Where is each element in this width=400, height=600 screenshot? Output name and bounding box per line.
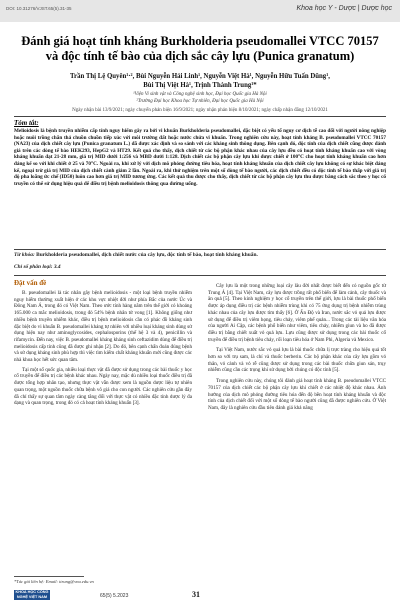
divider — [14, 275, 386, 276]
right-column — [208, 283, 386, 416]
abstract-text: Melioidosis là bệnh truyền nhiễm cấp tính nguy hiểm gây ra bởi vi khuẩn Burkholderia pseudomallei, đặc biệt có yếu tố nguy cơ dịch tễ cao đối với người nông nghiệp hoặc nuôi trồng chăn thả chuồn chuồn tiếp xúc với môi trường đất hoặc nước chứa vi khuẩn. Trong nghiên cứu này, hoạt tính kháng B. pseudomallei VTCC 70157 (NA23) của dịch chiết cây lựu (Punica granatum L.) đã được xác định và so sánh với các kháng sinh thông dụng. Bên cạnh đó, độc tính của dịch chiết cũng được đánh giá trên các dòng tế bào HEK293, HepG2 và HT29. Kết quả cho thấy, dịch chiết từ các bộ phận khác nhau của cây lựu đều có hoạt tính kháng khuẩn cao với vòng kháng khuẩn đạt 21-28 mm, giá trị MID dưới 1:256 và MBD dưới 1:128. Dịch chiết các bộ phận cây lựu khi được chiết ở 100°C cho hoạt tính kháng khuẩn cao hơn đáng kể so với khi chiết ở 25 và 70°C. Ngoài ra, khi xử lý với dịch mô phỏng đường tiêu hóa, hoạt tính kháng khuẩn của dịch chiết cây lựu không có sự khác biệt đáng kể, ngoại trừ giá trị MID của dịch chiết cành giảm 2 lần. Ngoài ra, khi thử nghiệm trên một số dòng tế bào người, các dịch chiết đều có độc tính tế bào thấp với giá trị độ pha loãng ức chế (ID50) luôn cao hơn giá trị MID tương ứng. Các kết quả thu được cho thấy, dịch chiết từ các bộ phận cây lựu thu được bằng cách sắc theo y học cổ truyền có thể sử dụng hiệu quả để điều trị bệnh melioidosis thông qua đường uống. — [14, 128, 386, 187]
affiliations — [20, 92, 380, 105]
paragraph: Trong nghiên cứu này, chúng tôi đánh giá hoạt tính kháng B. pseudomallei VTCC 70157 của dịch chiết các bộ phận cây lựu khi chiết ở các nhiệt độ khác nhau. Ảnh hưởng của dịch mô phỏng đường tiêu hóa đến độ bền hoạt tính kháng khuẩn và độc tính của dịch chiết đối với một số dòng tế bào người cũng đã được nghiên cứu. Ở Việt Nam, đây là nghiên cứu đầu tiên đánh giá khả năng — [208, 378, 386, 411]
paper-title: Đánh giá hoạt tính kháng Burkholderia pseudomallei VTCC 70157 và độc tính tế bào của dịch sắc cây lựu (Punica granatum) — [21, 34, 379, 63]
abstract-heading: Tóm tắt: — [14, 119, 39, 127]
journal-logo-text: KHOA HỌC CÔNG NGHỆ VIỆT NAM — [15, 590, 49, 599]
section-label: Khoa học Y - Dược | Dược học — [296, 5, 392, 12]
keywords — [14, 252, 386, 258]
affiliation-2: ²Trường Đại học Khoa học Tự nhiên, Đại học Quốc gia Hà Nội — [136, 98, 264, 104]
page-number: 31 — [192, 590, 200, 599]
paragraph: Tại Việt Nam, nước sắc vỏ quả lựu là bài thuốc chữa lị trực tràng cho hiệu quả tốt hơn so với trụ sam, là chí và thuốc berberin. Các bộ phận khác của cây lựu gồm vỏ thân, vỏ cành và vỏ rễ cũng được sử dụng trong các bài thuốc chữa giun sán, trụy nhiễm cũng cần các trọng khí sử dụng bởi chúng có độc tính [5]. — [208, 347, 386, 374]
paragraph: B. pseudomallei là tác nhân gây bệnh melioidosis - một loại bệnh truyền nhiễm nguy hiểm thường xuất hiện ở các khu vực nhiệt đới như phía Bắc của nước Úc và Đông Nam Á, trong đó có Việt Nam. Theo ước tính hàng năm trên thế giới có khoảng 165.000 ca mắc melioidosis, trong đó 54% bệnh nhân tử vong [1]. Không giống như nhiều bệnh truyền nhiễm khác, điều trị bệnh melioidosis cần có phác đồ kháng sinh đặc biệt do vi khuẩn B. pseudomallei kháng tự nhiên với nhiều loại kháng sinh dùng sử dụng hiện nay như aminoglycosides, cephalosporins (thế hệ 3 và 4), penicillin và rifamycin. Đến nay, việc B. pseudomallei kháng kháng sinh ceftazidim dùng để điều trị melioidosis cấp tính cũng đã được ghi nhận [2]. Do đó, bên cạnh chẩn đoán đúng bệnh và sử dụng kháng sinh phù hợp thì việc tìm kiếm chất kháng khuẩn mới cũng được các nhà khoa học hết sức quan tâm. — [14, 290, 192, 364]
left-column — [14, 290, 192, 410]
header-bar — [0, 0, 400, 22]
keywords-label: Từ khóa: — [14, 252, 35, 258]
classification — [14, 264, 61, 270]
paragraph: Cây lựu là một trong những loại cây lâu đời nhất được biết đến có nguồn gốc từ Trung Á [4]. Tại Việt Nam, cây lựu được trồng rất phổ biến để làm cảnh, cây thuốc và ăn quả [5]. Theo kinh nghiệm y học cổ truyền trên thế giới, lựu là bài thuốc phổ biến được áp dụng điều trị các bệnh nhiễm trùng khi có 75 ứng dụng trị bệnh nhiễm trùng khác nhau của cây lựu được tìm thấy [6]. Ở Ấn Độ và Iran, nước sắc vỏ quả lựu được sử dụng để điều trị viêm họng, tiêu chảy, viêm phế quản... Trong các tài liệu văn hóa của người Ai Cập, các bệnh phổ biến như viêm, tiêu chảy, nhiễm giun và ho đã được điều trị bằng chiết xuất vỏ quả lựu. Lựu cũng được sử dụng trong các bài thuốc cổ truyền để điều trị bệnh tiêu chảy, rối loạn tiêu hóa ở Nam Phi, Algeria và Mexico. — [208, 283, 386, 343]
introduction-heading: Đặt vấn đề — [14, 279, 47, 287]
issue-label: 65(5) 5.2023 — [100, 593, 129, 599]
footnote-divider — [14, 576, 84, 577]
authors — [20, 72, 380, 90]
authors-line-2: Bùi Thị Việt Hà¹, Trịnh Thành Trung¹* — [143, 82, 257, 89]
divider — [14, 116, 386, 117]
classification-label: Chỉ số phân loại: — [14, 264, 53, 270]
submission-dates: Ngày nhận bài 13/9/2021; ngày chuyển phản biện 16/9/2021; ngày nhận phản biện 8/10/2021; ngày chấp nhận đăng 12/10/2021 — [72, 108, 328, 113]
divider — [14, 249, 386, 250]
footnote: *Tác giả liên hệ: Email: ttrung@vnu.edu.vn — [14, 579, 94, 584]
classification-value: 3.4 — [53, 264, 61, 270]
affiliation-1: ¹Viện Vi sinh vật và Công nghệ sinh học, Đại học Quốc gia Hà Nội — [133, 92, 267, 97]
paragraph: Tại một số quốc gia, nhiều loại thực vật đã được sử dụng trong các bài thuốc y học cổ truyền để điều trị các bệnh khác nhau. Ngày nay, mặc dù nhiều loại thuốc điều trị đã được tổng hợp nhân tạo, nhưng thực vật vẫn được xem là nguồn dược liệu tự nhiên quan trọng, một nguồn thuốc chữa bệnh vô giá cho con người. Các nghiên cứu gần đây đã chỉ thấy sự quan tâm ngày càng tăng đối với thực vật có nhiều đặc tính dược lý đa dạng và quan trọng, trong đó có cả hoạt tính kháng khuẩn [3]. — [14, 366, 192, 407]
authors-line-1: Trần Thị Lệ Quyên¹·², Bùi Nguyễn Hải Linh¹, Nguyễn Việt Hà¹, Nguyễn Hữu Tuấn Dũng¹, — [70, 73, 330, 80]
keywords-value: Burkholderia pseudomallei, dịch chiết nước của cây lựu, độc tính tế bào, hoạt tính kháng khuẩn. — [36, 252, 258, 258]
doi-label: DOI: 10.31276/VJST.65(5).31-35 — [6, 6, 72, 11]
